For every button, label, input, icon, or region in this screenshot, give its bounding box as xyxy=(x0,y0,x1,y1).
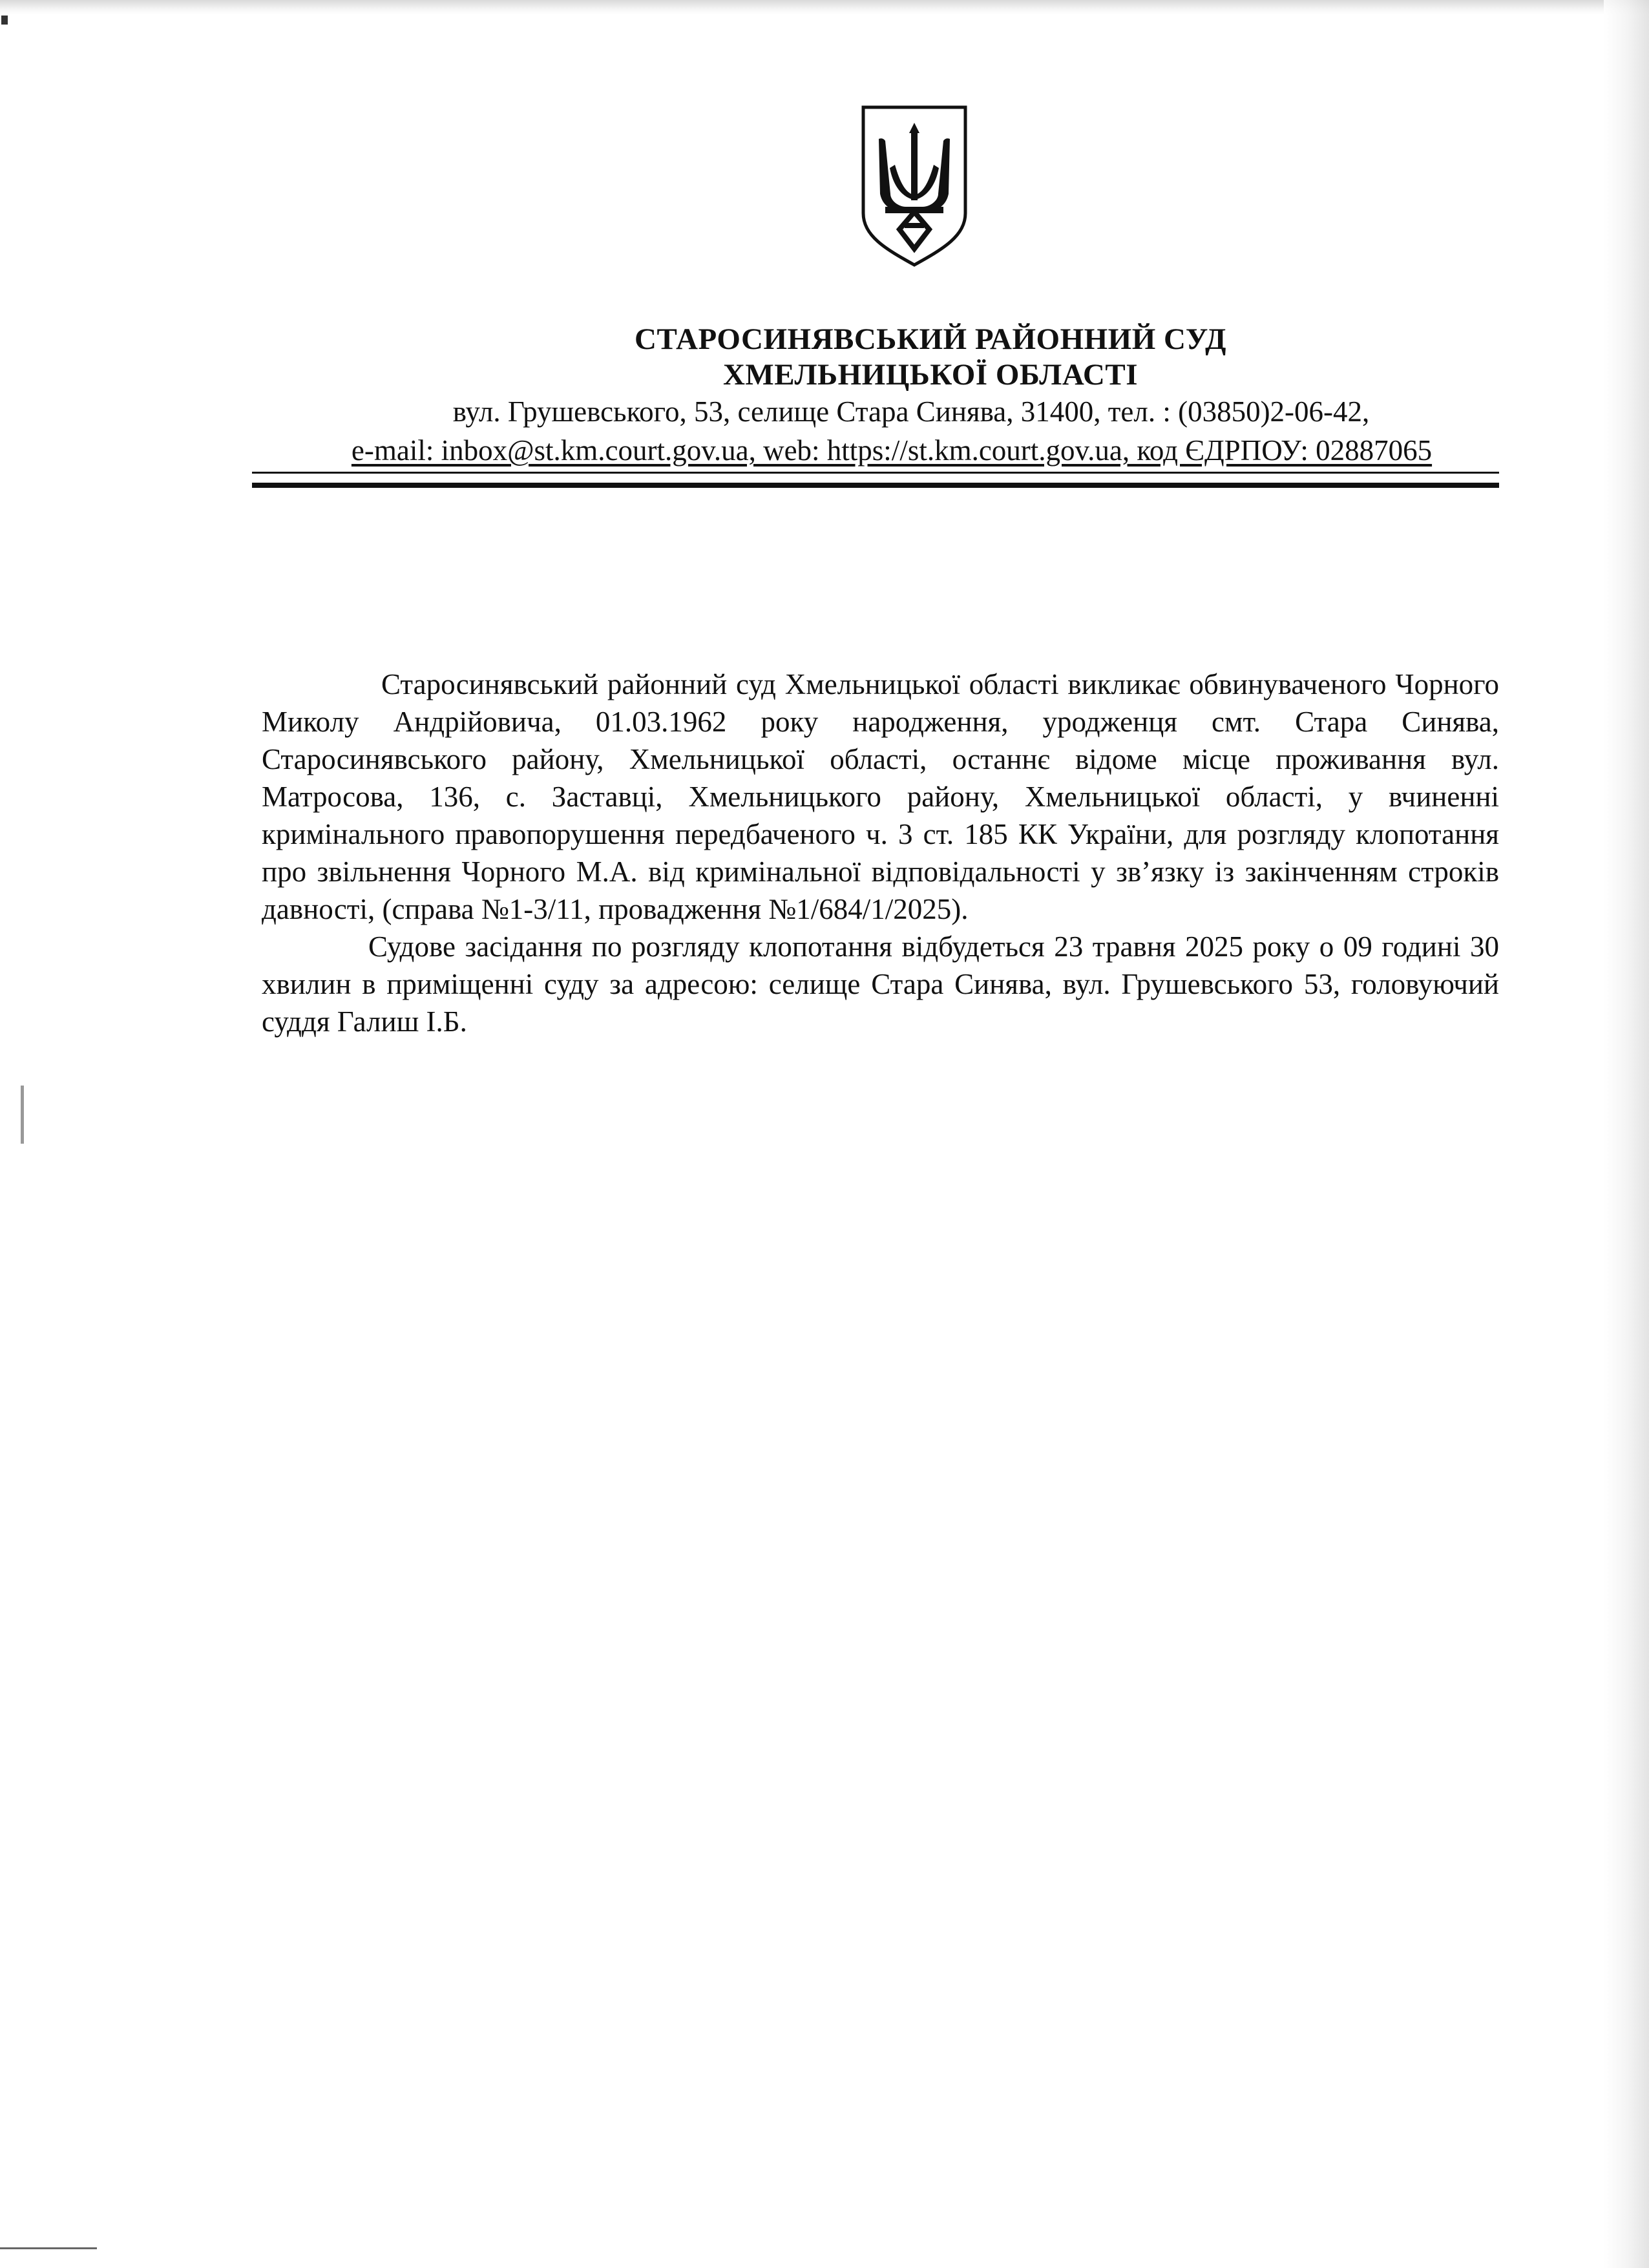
scan-edge-top xyxy=(0,0,1649,14)
notice-paragraph-summons: Старосинявський районний суд Хмельницької області викликає обвинуваченого Чорного Миколу Андрійовича, 01.03.1962 року народження, уродженця смт. Стара Синява, Старосинявського району, Хмельницької області, останнє відоме місце проживання вул. Матросова, 136, с. Заставці, Хмельницького району, Хмельницької області, у вчиненні кримінального правопорушення передбаченого ч. 3 ст. 185 КК України, для розгляду клопотання про звільнення Чорного М.А. від кримінальної відповідальності у зв’язку із закінченням строків давності, (справа №1-3/11, провадження №1/684/1/2025). xyxy=(262,668,1499,925)
header-divider-thick xyxy=(252,483,1499,488)
scan-mark xyxy=(1,16,8,25)
coat-of-arms-trident-icon xyxy=(859,103,969,269)
court-name-line1: СТАРОСИНЯВСЬКИЙ РАЙОННИЙ СУД xyxy=(635,322,1226,356)
court-contacts: e-mail: inbox@st.km.court.gov.ua, web: https://st.km.court.gov.ua, код ЄДРПОУ: 02887065 xyxy=(351,434,1433,467)
scan-mark xyxy=(0,2247,97,2249)
notice-paragraph-hearing: Судове засідання по розгляду клопотання відбудеться 23 травня 2025 року о 09 годині 30 хвилин в приміщенні суду за адресою: селище Стара Синява, вул. Грушевського 53, головуючий суддя Галиш І.Б. xyxy=(262,930,1499,1038)
court-name-line2: ХМЕЛЬНИЦЬКОЇ ОБЛАСТІ xyxy=(722,358,1139,392)
notice-body xyxy=(262,666,1499,1040)
scan-edge-right xyxy=(1604,0,1649,2268)
court-address: вул. Грушевського, 53, селище Стара Синява, 31400, тел. : (03850)2-06-42, xyxy=(452,395,1370,428)
header-divider-thin xyxy=(252,472,1499,474)
scan-mark xyxy=(21,1086,24,1144)
